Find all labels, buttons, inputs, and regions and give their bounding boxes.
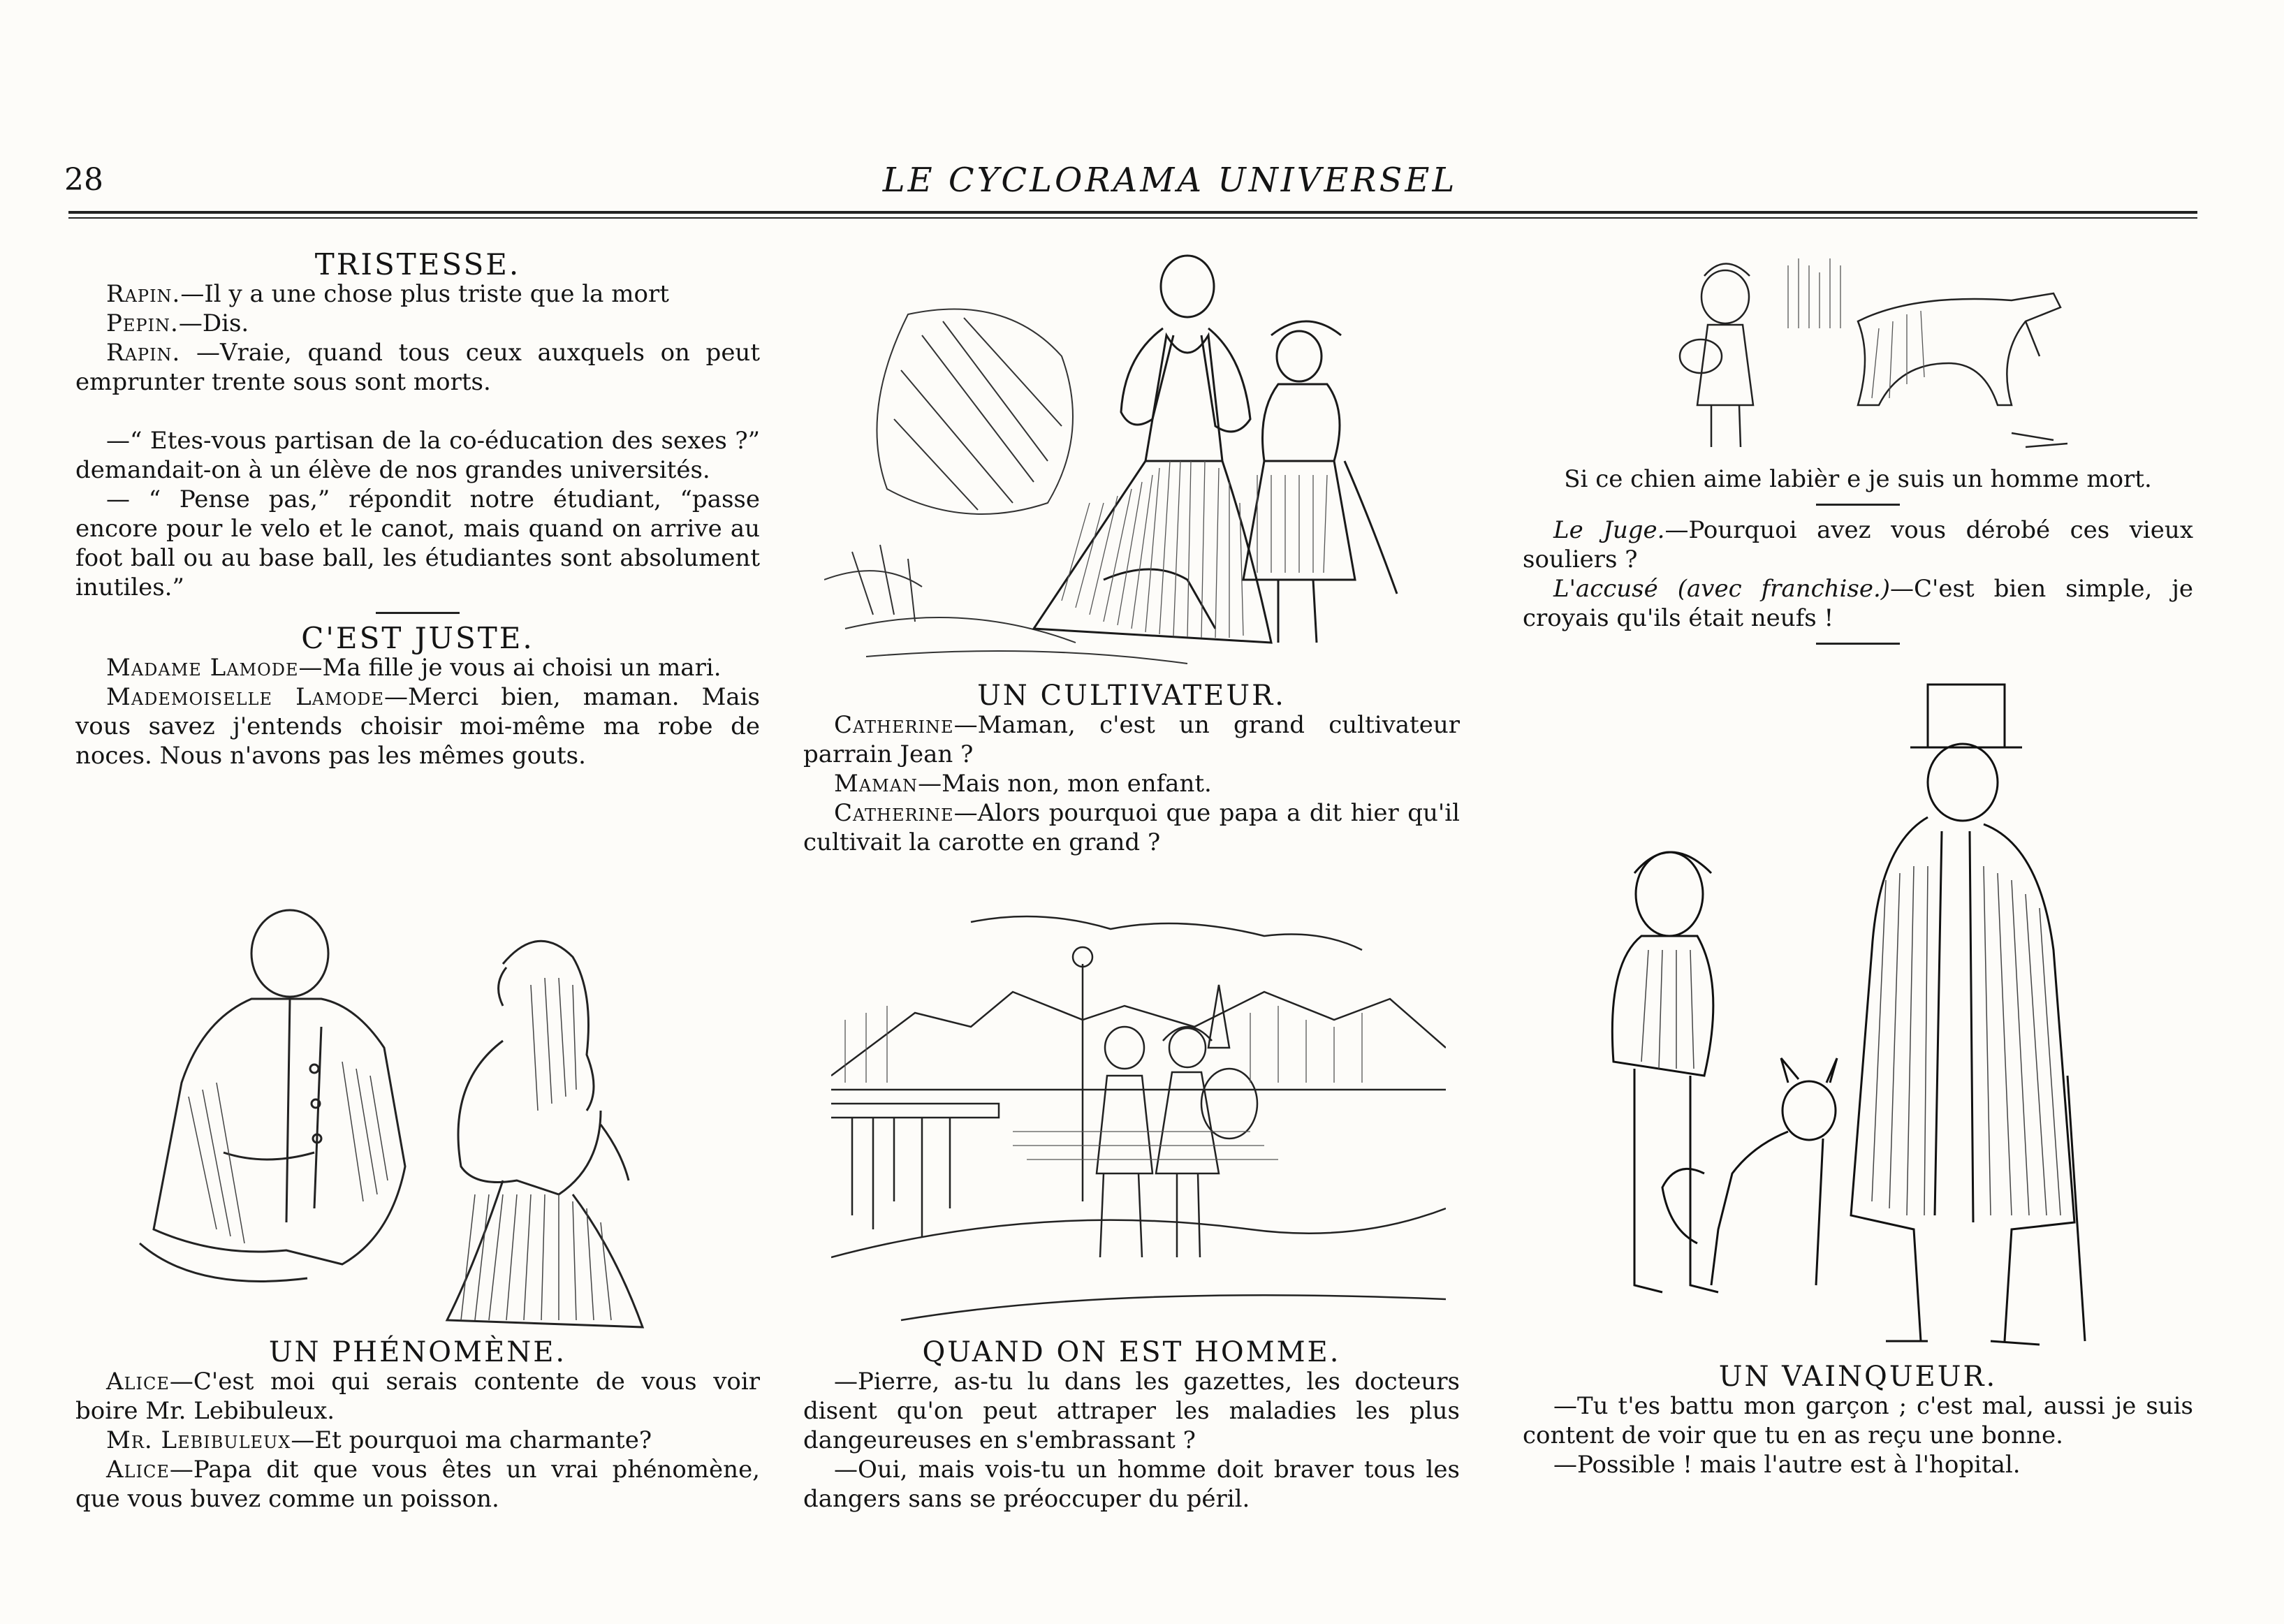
illustration-homme bbox=[831, 908, 1446, 1327]
speaker: Catherine bbox=[834, 711, 954, 739]
dialogue-text: —Il y a une chose plus triste que la mort bbox=[180, 280, 669, 308]
column-3-top bbox=[1523, 464, 2193, 654]
dialogue-line bbox=[1523, 515, 2193, 574]
paragraph: — “ Pense pas,” répondit notre étudiant, “passe encore pour le velo et le canot, mais quand on arrive au foot ball ou au base ball, les étudiantes sont absolument inutiles.” bbox=[75, 485, 760, 601]
dialogue-text: —Vraie, quand tous ceux auxquels on peut emprunter trente sous sont morts. bbox=[75, 339, 760, 396]
dialogue-line bbox=[75, 1455, 760, 1514]
dialogue-text: —Alors pourquoi que papa a dit hier qu'il cultivait la carotte en grand ? bbox=[803, 799, 1460, 856]
dialogue-line bbox=[803, 710, 1460, 769]
section-rule bbox=[1816, 504, 1900, 506]
article-juge bbox=[1523, 515, 2193, 633]
dialogue-line bbox=[75, 1367, 760, 1426]
speaker: Rapin. bbox=[106, 339, 181, 367]
dialogue-text: —Papa dit que vous êtes un vrai phénomène, que vous buvez comme un poisson. bbox=[75, 1456, 760, 1513]
dialogue-line bbox=[75, 653, 760, 682]
engraving-children-harbor bbox=[831, 908, 1446, 1327]
dialogue-text: —Mais non, mon enfant. bbox=[918, 770, 1212, 798]
column-3-bottom bbox=[1523, 1362, 2193, 1479]
article-vainqueur bbox=[1523, 1362, 2193, 1479]
engraving-two-women bbox=[824, 251, 1453, 671]
illustration-cultivateur bbox=[824, 251, 1453, 671]
paragraph: —Tu t'es battu mon garçon ; c'est mal, aussi je suis content de voir que tu en as reçu une bonne. bbox=[1523, 1392, 2193, 1449]
chien-caption: Si ce chien aime labièr e je suis un homme mort. bbox=[1564, 465, 2152, 493]
dialogue-line bbox=[75, 1426, 760, 1455]
dialogue-line bbox=[803, 769, 1460, 798]
article-tristesse bbox=[75, 247, 760, 397]
speaker: Alice bbox=[106, 1456, 170, 1484]
speaker: Pepin. bbox=[106, 309, 179, 337]
illustration-caption: UN PHÉNOMÈNE. bbox=[268, 1336, 567, 1368]
dialogue-text: —Maman, c'est un grand cultivateur parrain Jean ? bbox=[803, 711, 1460, 768]
article-cest-juste bbox=[75, 621, 760, 770]
dialogue-line bbox=[1523, 574, 2193, 633]
engraving-boy-dog-gentleman bbox=[1593, 671, 2123, 1355]
article-phenomene bbox=[75, 1338, 760, 1514]
dialogue-line bbox=[75, 338, 760, 397]
dialogue-line bbox=[803, 798, 1460, 857]
paragraph: —Pierre, as-tu lu dans les gazettes, les docteurs disent qu'on peut attraper les maladies les plus dangeureuses en s'embrassant ? bbox=[803, 1368, 1460, 1454]
illustration-phenomene bbox=[112, 901, 740, 1334]
illustration-vainqueur bbox=[1593, 671, 2123, 1355]
column-1-bottom bbox=[75, 1338, 760, 1514]
column-1-top bbox=[75, 247, 760, 770]
illustration-caption: UN CULTIVATEUR. bbox=[977, 680, 1286, 712]
dialogue-text: —Pourquoi avez vous dérobé ces vieux souliers ? bbox=[1523, 516, 2193, 573]
article-cultivateur bbox=[803, 681, 1460, 857]
dialogue-line bbox=[75, 682, 760, 770]
illustration-chien bbox=[1648, 244, 2081, 454]
speaker: Madame Lamode bbox=[106, 654, 299, 682]
speaker: Mr. Lebibuleux bbox=[106, 1426, 291, 1454]
speaker: L'accusé (avec franchise.) bbox=[1553, 575, 1891, 603]
speaker: Alice bbox=[106, 1368, 170, 1396]
article-title: C'EST JUSTE. bbox=[301, 621, 534, 655]
paragraph: —Possible ! mais l'autre est à l'hopital. bbox=[1553, 1451, 2021, 1479]
dialogue-text: —Et pourquoi ma charmante? bbox=[291, 1426, 652, 1454]
illustration-caption: UN VAINQUEUR. bbox=[1718, 1361, 1998, 1393]
engraving-man-and-girl bbox=[112, 901, 740, 1334]
paragraph: —Oui, mais vois-tu un homme doit braver tous les dangers sans se préoccuper du péril. bbox=[803, 1456, 1460, 1513]
speaker: Catherine bbox=[834, 799, 954, 827]
speaker: Rapin. bbox=[106, 280, 181, 308]
engraving-child-and-dog bbox=[1648, 244, 2081, 454]
dialogue-text: —Merci bien, maman. Mais vous savez j'entends choisir moi-même ma robe de noces. Nous n'avons pas les mêmes gouts. bbox=[75, 683, 760, 770]
dialogue-line bbox=[75, 309, 760, 338]
dialogue-text: —C'est bien simple, je croyais qu'ils était neufs ! bbox=[1523, 575, 2193, 632]
column-2-bottom bbox=[803, 1338, 1460, 1514]
dialogue-text: —Ma fille je vous ai choisi un mari. bbox=[298, 654, 722, 682]
dialogue-text: —C'est moi qui serais contente de vous voir boire Mr. Lebibuleux. bbox=[75, 1368, 760, 1425]
speaker: Mademoiselle Lamode bbox=[106, 683, 385, 711]
dialogue-line bbox=[75, 279, 760, 309]
page-number: 28 bbox=[64, 162, 103, 198]
section-rule bbox=[376, 612, 460, 614]
section-rule bbox=[1816, 643, 1900, 645]
speaker: Maman bbox=[834, 770, 918, 798]
header-rule bbox=[68, 211, 2197, 219]
illustration-caption: QUAND ON EST HOMME. bbox=[922, 1336, 1341, 1368]
column-2-top bbox=[803, 681, 1460, 857]
dialogue-text: —Dis. bbox=[178, 309, 249, 337]
article-homme bbox=[803, 1338, 1460, 1514]
paragraph: —“ Etes-vous partisan de la co-éducation des sexes ?” demandait-on à un élève de nos grandes universités. bbox=[75, 427, 760, 484]
article-coeducation bbox=[75, 426, 760, 602]
speaker: Le Juge. bbox=[1553, 516, 1665, 544]
article-title: TRISTESSE. bbox=[314, 247, 521, 281]
running-head-title: LE CYCLORAMA UNIVERSEL bbox=[882, 161, 1458, 200]
